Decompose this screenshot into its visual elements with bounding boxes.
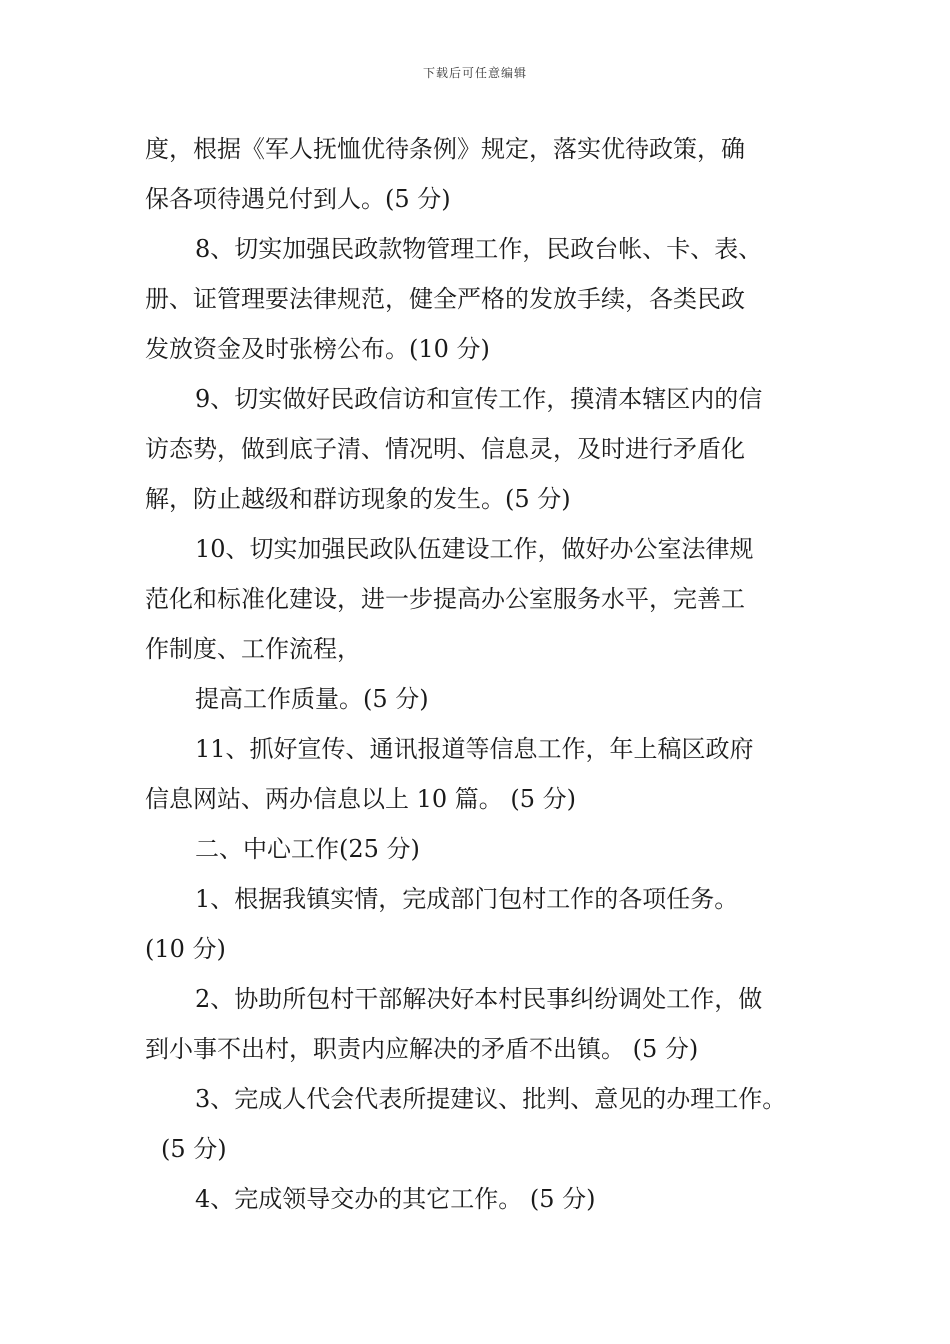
text-line: 信息网站、两办信息以上 10 篇。 (5 分)	[145, 785, 577, 813]
text-line: 解，防止越级和群访现象的发生。(5 分)	[145, 485, 571, 513]
text-line: 到小事不出村，职责内应解决的矛盾不出镇。 (5 分)	[145, 1035, 699, 1063]
text-line: 10、切实加强民政队伍建设工作，做好办公室法律规	[195, 535, 754, 563]
text-line: 9、切实做好民政信访和宣传工作，摸清本辖区内的信	[195, 385, 763, 413]
text-line: 1、根据我镇实情，完成部门包村工作的各项任务。	[195, 885, 739, 913]
page-header: 下载后可任意编辑	[422, 66, 527, 80]
text-line: 度，根据《军人抚恤优待条例》规定，落实优待政策，确	[145, 135, 745, 163]
text-line: 访态势，做到底子清、情况明、信息灵，及时进行矛盾化	[145, 435, 745, 463]
text-line: (10 分)	[145, 935, 226, 963]
text-line: 发放资金及时张榜公布。(10 分)	[145, 335, 490, 363]
document-body	[145, 124, 815, 1224]
text-line: 保各项待遇兑付到人。(5 分)	[145, 185, 451, 213]
text-line: 4、完成领导交办的其它工作。 (5 分)	[195, 1185, 596, 1213]
text-line: 范化和标准化建设，进一步提高办公室服务水平，完善工	[145, 585, 745, 613]
text-line: 2、协助所包村干部解决好本村民事纠纷调处工作，做	[195, 985, 763, 1013]
text-line: (5 分)	[161, 1135, 227, 1163]
text-line: 册、证管理要法律规范，健全严格的发放手续，各类民政	[145, 285, 745, 313]
text-line: 3、完成人代会代表所提建议、批判、意见的办理工作。	[195, 1085, 787, 1113]
section-heading: 二、中心工作(25 分)	[195, 835, 420, 863]
text-line: 8、切实加强民政款物管理工作，民政台帐、卡、表、	[195, 235, 763, 263]
text-line: 提高工作质量。(5 分)	[195, 685, 429, 713]
text-line: 作制度、工作流程，	[145, 635, 361, 663]
text-line: 11、抓好宣传、通讯报道等信息工作，年上稿区政府	[195, 735, 754, 763]
